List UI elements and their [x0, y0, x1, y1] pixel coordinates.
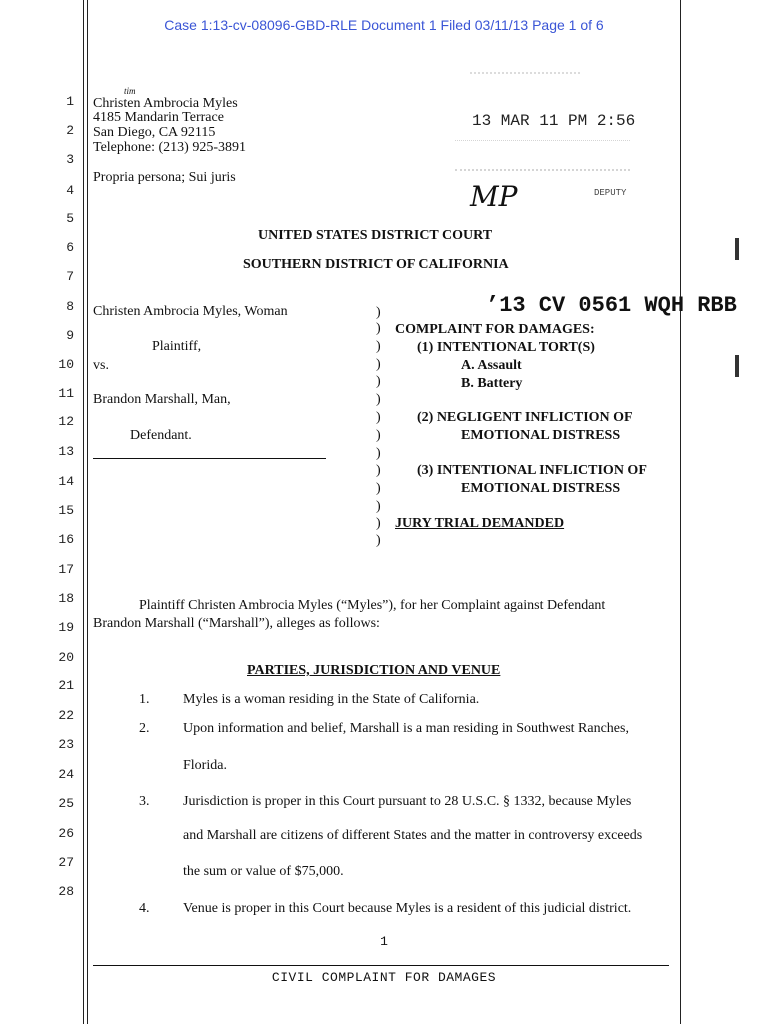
paragraph-text: Venue is proper in this Court because Myles is a resident of this judicial district. [183, 901, 632, 916]
line-number: 10 [58, 357, 74, 372]
claim-1: (1) INTENTIONAL TORT(S) [417, 340, 595, 355]
line-number: 1 [66, 94, 74, 109]
scan-mark [735, 238, 739, 260]
claim-2-line1: (2) NEGLIGENT INFLICTION OF [417, 410, 633, 425]
caption-versus: vs. [93, 358, 109, 373]
line-number: 11 [58, 386, 74, 401]
caption-defendant-name: Brandon Marshall, Man, [93, 392, 231, 407]
paragraph-text: Myles is a woman residing in the State of California. [183, 692, 480, 707]
deputy-label: DEPUTY [594, 188, 627, 198]
line-number: 7 [66, 269, 74, 284]
footer-title: CIVIL COMPLAINT FOR DAMAGES [271, 970, 497, 985]
left-margin-rule-inner [87, 0, 88, 1024]
caption-defendant-role: Defendant. [130, 428, 192, 443]
jury-trial-demanded: JURY TRIAL DEMANDED [395, 516, 565, 531]
caption-plaintiff-role: Plaintiff, [152, 339, 202, 354]
filer-status: Propria persona; Sui juris [93, 170, 236, 185]
line-number: 8 [66, 299, 74, 314]
filer-street: 4185 Mandarin Terrace [93, 110, 224, 125]
paragraph-text: and Marshall are citizens of different States and the matter in controversy exceeds [183, 828, 643, 843]
paragraph-number: 4. [139, 901, 150, 916]
paragraph-text: Jurisdiction is proper in this Court pursuant to 28 U.S.C. § 1332, because Myles [183, 794, 632, 809]
filer-name-annotation: tim [124, 86, 136, 96]
line-number: 24 [58, 767, 74, 782]
paragraph-text: the sum or value of $75,000. [183, 864, 344, 879]
filed-stamp-date: 13 MAR 11 PM 2:56 [472, 112, 636, 130]
faded-clerk-stamp [470, 72, 580, 104]
paragraph-number: 3. [139, 794, 150, 809]
line-number: 25 [58, 796, 74, 811]
line-number: 5 [66, 211, 74, 226]
claim-1b: B. Battery [461, 376, 523, 391]
caption-divider-line [93, 458, 326, 459]
filer-name: Christen Ambrocia Myles [93, 96, 238, 111]
court-district: SOUTHERN DISTRICT OF CALIFORNIA [243, 257, 509, 272]
faded-clerk-stamp-text [455, 140, 630, 171]
claim-3-line1: (3) INTENTIONAL INFLICTION OF [417, 463, 647, 478]
line-number: 27 [58, 855, 74, 870]
line-number: 21 [58, 678, 74, 693]
line-number: 28 [58, 884, 74, 899]
claim-3-line2: EMOTIONAL DISTRESS [461, 481, 621, 496]
line-number: 9 [66, 328, 74, 343]
line-number: 4 [66, 183, 74, 198]
line-number: 18 [58, 591, 74, 606]
court-name: UNITED STATES DISTRICT COURT [258, 228, 493, 243]
paragraph-number: 2. [139, 721, 150, 736]
case-header-stamp: Case 1:13-cv-08096-GBD-RLE Document 1 Filed 03/11/13 Page 1 of 6 [164, 17, 604, 33]
line-number: 14 [58, 474, 74, 489]
line-number: 16 [58, 532, 74, 547]
line-number: 12 [58, 414, 74, 429]
left-margin-rule-outer [83, 0, 84, 1024]
complaint-title: COMPLAINT FOR DAMAGES: [395, 322, 595, 337]
claim-1a: A. Assault [461, 358, 522, 373]
filer-phone: Telephone: (213) 925-3891 [93, 140, 246, 155]
line-number: 26 [58, 826, 74, 841]
line-number: 15 [58, 503, 74, 518]
line-number: 20 [58, 650, 74, 665]
section-heading: PARTIES, JURISDICTION AND VENUE [247, 663, 501, 678]
line-number: 17 [58, 562, 74, 577]
filer-city: San Diego, CA 92115 [93, 125, 216, 140]
page-number: 1 [380, 934, 388, 949]
case-number-stamp: ’13 CV 0561 WQH RBB [486, 293, 737, 318]
line-number: 22 [58, 708, 74, 723]
line-number: 6 [66, 240, 74, 255]
deputy-initials-signature: MP [470, 180, 518, 213]
line-number: 2 [66, 123, 74, 138]
line-number: 3 [66, 152, 74, 167]
scan-mark [735, 355, 739, 377]
line-number: 13 [58, 444, 74, 459]
paragraph-text: Florida. [183, 758, 227, 773]
line-number: 19 [58, 620, 74, 635]
claim-2-line2: EMOTIONAL DISTRESS [461, 428, 621, 443]
right-margin-rule [680, 0, 681, 1024]
paragraph-number: 1. [139, 692, 150, 707]
intro-line-2: Brandon Marshall (“Marshall”), alleges as follows: [93, 616, 380, 631]
caption-plaintiff-name: Christen Ambrocia Myles, Woman [93, 304, 288, 319]
line-number: 23 [58, 737, 74, 752]
intro-line-1: Plaintiff Christen Ambrocia Myles (“Myles”), for her Complaint against Defendant [139, 598, 606, 613]
footer-rule [93, 965, 669, 966]
paragraph-text: Upon information and belief, Marshall is a man residing in Southwest Ranches, [183, 721, 629, 736]
